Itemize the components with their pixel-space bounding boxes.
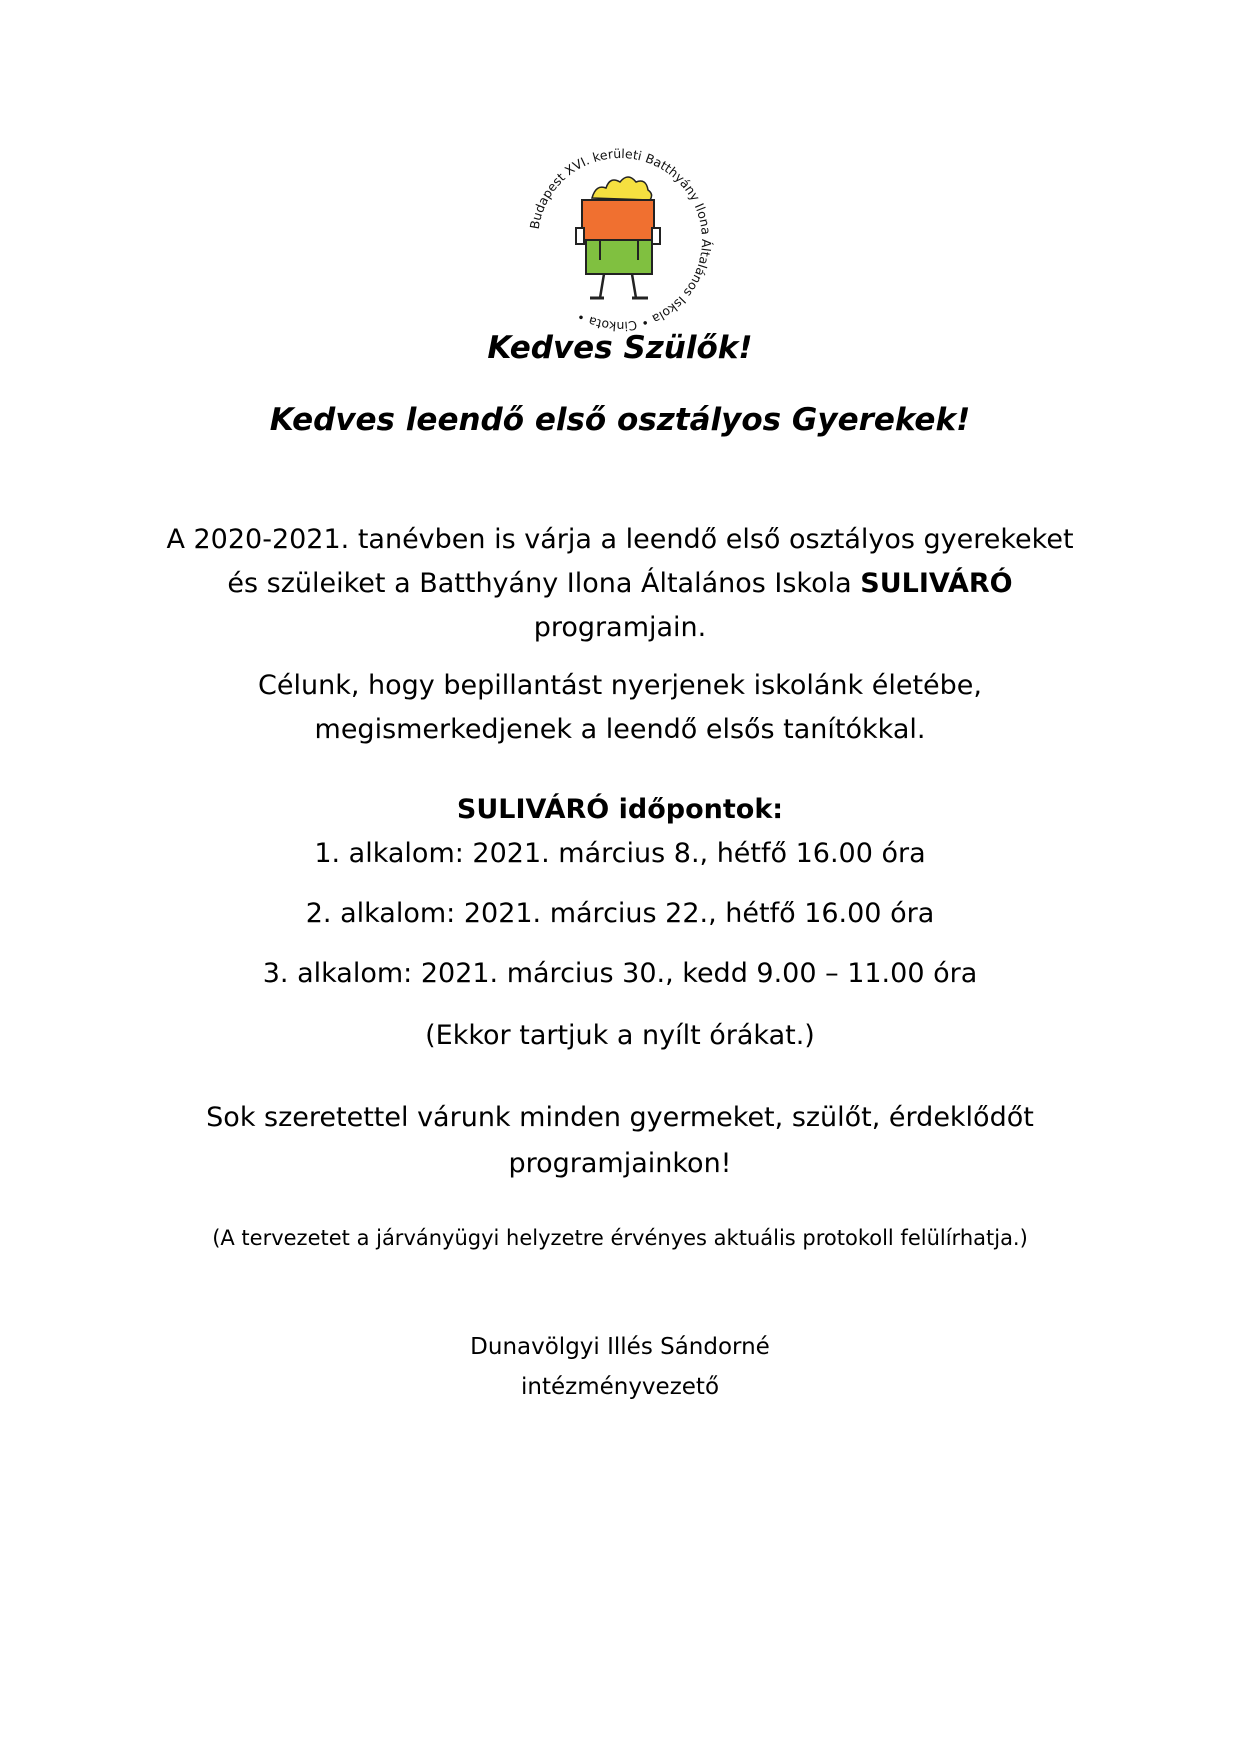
closing-line-2: programjainkon! [508, 1148, 732, 1179]
goal-line-1: Célunk, hogy bepillantást nyerjenek iskolánk életébe, [258, 670, 982, 701]
intro-line-2 [0, 568, 1240, 599]
schedule-item-2: 2. alkalom: 2021. március 22., hétfő 16.00 óra [305, 898, 935, 929]
intro-line-2-text: és szüleiket a Batthyány Ilona Általános Iskola [227, 568, 861, 599]
schedule-title: SULIVÁRÓ időpontok: [456, 794, 784, 825]
school-mascot-icon [576, 177, 660, 298]
closing-line-1: Sok szeretettel várunk minden gyermeket, szülőt, érdeklődőt [206, 1102, 1034, 1133]
disclaimer: (A tervezetet a járványügyi helyzetre érvényes aktuális protokoll felülírhatja.) [212, 1226, 1028, 1250]
signature-title: intézményvezető [520, 1374, 720, 1400]
school-logo [520, 140, 720, 340]
schedule-item-3: 3. alkalom: 2021. március 30., kedd 9.00 – 11.00 óra [262, 958, 978, 989]
goal-line-2: megismerkedjenek a leendő elsős tanítókkal. [314, 714, 926, 745]
intro-line-3: programjain. [533, 612, 707, 643]
schedule-note: (Ekkor tartjuk a nyílt órákat.) [425, 1020, 815, 1051]
program-name: SULIVÁRÓ [860, 568, 1013, 599]
logo-ring-text: Budapest XVI. kerületi Batthyány Ilona Általános Iskola • Cinkota • [526, 145, 715, 335]
greeting-parents: Kedves Szülők! [487, 330, 753, 366]
signature-name: Dunavölgyi Illés Sándorné [470, 1334, 770, 1360]
schedule-item-1: 1. alkalom: 2021. március 8., hétfő 16.00 óra [314, 838, 926, 869]
greeting-children: Kedves leendő első osztályos Gyerekek! [269, 402, 971, 438]
intro-line-1: A 2020-2021. tanévben is várja a leendő első osztályos gyerekeket [166, 524, 1074, 555]
